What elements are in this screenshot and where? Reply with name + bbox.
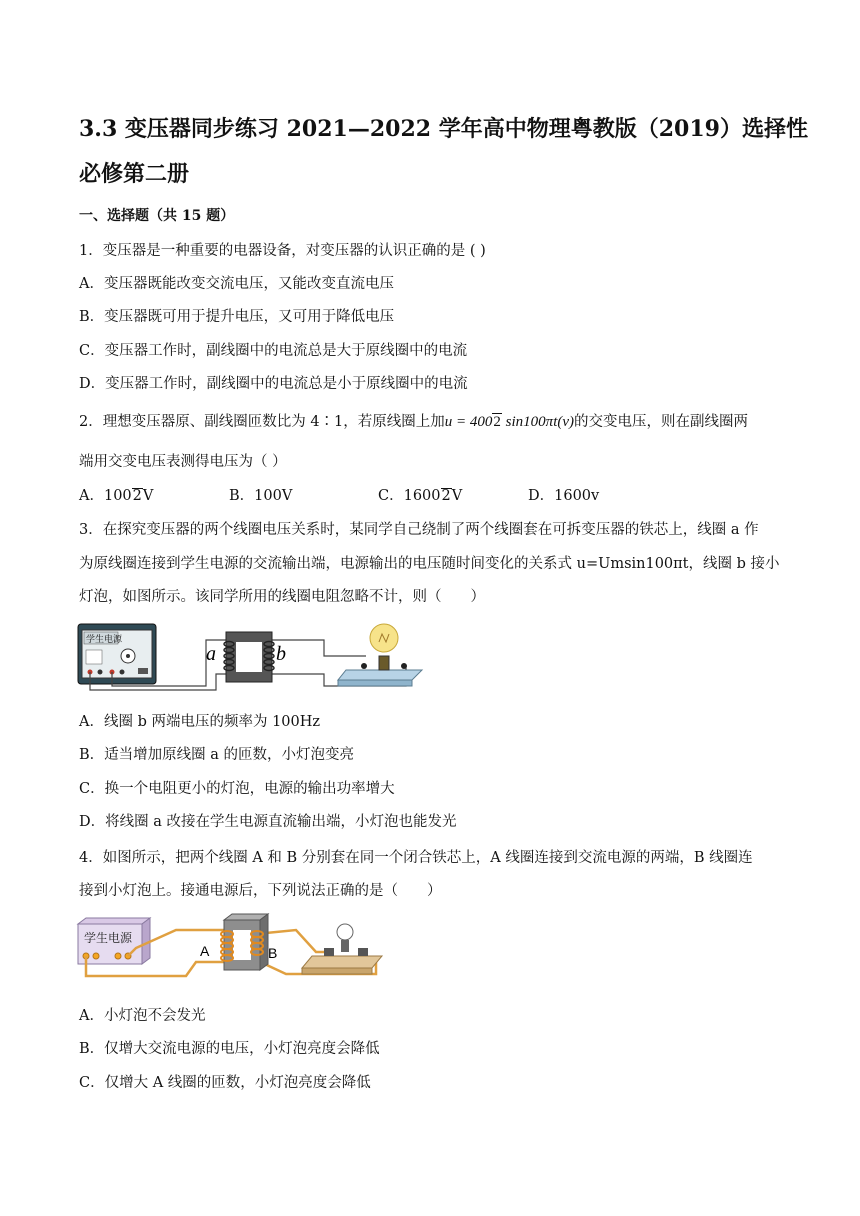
q2-option-b: B．100V xyxy=(229,488,293,504)
q2-stem xyxy=(79,410,748,431)
q3-option-c: C．换一个电阻更小的灯泡，电源的输出功率增大 xyxy=(79,781,395,797)
document-title-line2: 必修第二册 xyxy=(79,161,190,187)
document-title-line1: 3.3 变压器同步练习 2021—2022 学年高中物理粤教版（2019）选择性 xyxy=(79,116,808,142)
section-header: 一、选择题（共 15 题） xyxy=(79,208,235,224)
fig-q3-coil-b-label: b xyxy=(276,643,286,665)
q2-formula-lhs: u = 400 xyxy=(444,414,493,430)
q3-option-a: A．线圈 b 两端电压的频率为 100Hz xyxy=(79,714,321,730)
q2-formula-sqrt: 2 xyxy=(493,414,501,430)
q2-option-a xyxy=(79,484,153,505)
q1-option-c: C．变压器工作时，副线圈中的电流总是大于原线圈中的电流 xyxy=(79,343,468,359)
q2-stem-part1: 2．理想变压器原、副线圈匝数比为 4∶1，若原线圈上加 xyxy=(79,414,445,430)
q1-option-a: A．变压器既能改变交流电压，又能改变直流电压 xyxy=(79,276,394,292)
q3-figure xyxy=(76,620,424,694)
fig-q4-source-label: 学生电源 xyxy=(84,931,133,945)
q2-formula xyxy=(445,414,574,430)
q1-option-b: B．变压器既可用于提升电压，又可用于降低电压 xyxy=(79,309,395,325)
q2-option-c-pre: C．1600 xyxy=(378,488,441,504)
fig-q3-coil-a-label: a xyxy=(206,643,216,665)
q4-option-a: A．小灯泡不会发光 xyxy=(79,1008,206,1024)
transformer-core xyxy=(224,632,274,682)
fig-q4-coil-b-label: B xyxy=(268,945,278,961)
q2-option-a-sqrt: 2 xyxy=(132,488,142,504)
q4-stem-line2: 接到小灯泡上。接通电源后，下列说法正确的是（ ） xyxy=(79,883,442,899)
q4-option-c: C．仅增大 A 线圈的匝数，小灯泡亮度会降低 xyxy=(79,1075,371,1091)
q2-option-d: D．1600v xyxy=(528,488,600,504)
q2-option-c-sqrt: 2 xyxy=(441,488,451,504)
q2-stem-line2: 端用交变电压表测得电压为（ ） xyxy=(79,454,287,470)
fig-q3-source-label: 学生电源 xyxy=(86,635,123,645)
q4-option-b: B．仅增大交流电源的电压，小灯泡亮度会降低 xyxy=(79,1041,380,1057)
transformer-core xyxy=(221,914,268,970)
q3-stem-line3: 灯泡，如图所示。该同学所用的线圈电阻忽略不计，则（ ） xyxy=(79,589,485,605)
q3-stem-line2: 为原线圈连接到学生电源的交流输出端，电源输出的电压随时间变化的关系式 u=Umsin100πt，线圈 b 接小 xyxy=(79,556,780,572)
q2-option-c xyxy=(378,484,462,505)
q3-option-b: B．适当增加原线圈 a 的匝数，小灯泡变亮 xyxy=(79,747,355,763)
q1-stem: 1．变压器是一种重要的电器设备，对变压器的认识正确的是 ( ) xyxy=(79,243,486,259)
q3-stem-line1: 3．在探究变压器的两个线圈电压关系时，某同学自己绕制了两个线圈套在可拆变压器的铁芯上，线圈 a 作 xyxy=(79,522,759,538)
q2-formula-rest: sin100πt(v) xyxy=(501,414,575,430)
bulb-icon xyxy=(338,624,422,686)
q4-stem-line1: 4．如图所示，把两个线圈 A 和 B 分别套在同一个闭合铁芯上，A 线圈连接到交流电源的两端，B 线圈连 xyxy=(79,850,753,866)
q2-option-a-post: V xyxy=(142,488,154,504)
q3-option-d: D．将线圈 a 改接在学生电源直流输出端，小灯泡也能发光 xyxy=(79,814,457,830)
fig-q4-coil-a-label: A xyxy=(200,943,210,959)
power-supply-device xyxy=(78,918,150,964)
q4-figure xyxy=(76,912,388,982)
q2-stem-part2: 的交变电压，则在副线圈两 xyxy=(574,414,749,430)
q2-option-a-pre: A．100 xyxy=(79,488,132,504)
q1-option-d: D．变压器工作时，副线圈中的电流总是小于原线圈中的电流 xyxy=(79,376,468,392)
q2-option-c-post: V xyxy=(451,488,463,504)
